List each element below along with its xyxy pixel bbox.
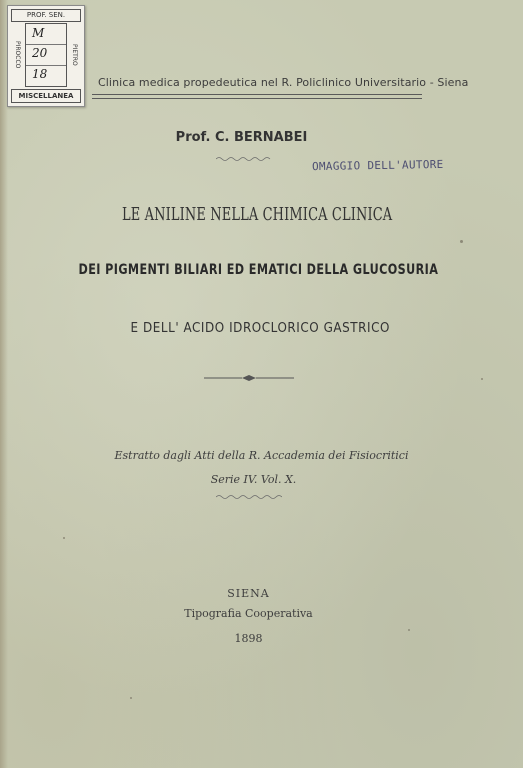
title-line-1: LE ANILINE NELLA CHIMICA CLINICA [122,204,393,225]
page-edge-shadow [0,0,8,768]
paper-speck [408,629,410,631]
stamp-footer: MISCELLANEA [11,89,81,103]
institution-heading: Clinica medica propedeutica nel R. Policlinico Universitario - Siena [98,76,469,89]
stamp-side-left: PIROCCO [14,41,21,69]
series-volume: Serie IV. Vol. X. [210,473,297,486]
paper-speck [63,537,65,539]
stamp-number-box [25,23,67,87]
author-wavy-rule [216,156,272,162]
imprint-city: SIENA [227,587,270,600]
ornament-divider [204,374,294,382]
header-double-rule [92,94,422,99]
title-line-3: E DELL' ACIDO IDROCLORICO GASTRICO [130,321,390,336]
stamp-handwriting-3: 18 [32,67,48,81]
paper-speck [460,240,463,243]
stamp-header: PROF. SEN. [11,9,81,22]
author-name: Prof. C. BERNABEI [175,130,308,145]
extract-note: Estratto dagli Atti della R. Accademia dei Fisiocritici [114,449,409,462]
library-label-stamp [7,5,85,107]
title-line-2: DEI PIGMENTI BILIARI ED EMATICI DELLA GLUCOSURIA [78,262,439,278]
dedication-stamp: OMAGGIO DELL'AUTORE [311,157,444,174]
series-wavy-rule [216,494,282,500]
stamp-handwriting-2: 20 [32,46,48,60]
imprint-year: 1898 [234,632,263,645]
stamp-side-right: PIETRO [71,44,78,66]
paper-speck [481,378,483,380]
stamp-handwriting-1: M [32,26,45,40]
imprint-printer: Tipografia Cooperativa [184,607,313,620]
paper-speck [130,697,132,699]
